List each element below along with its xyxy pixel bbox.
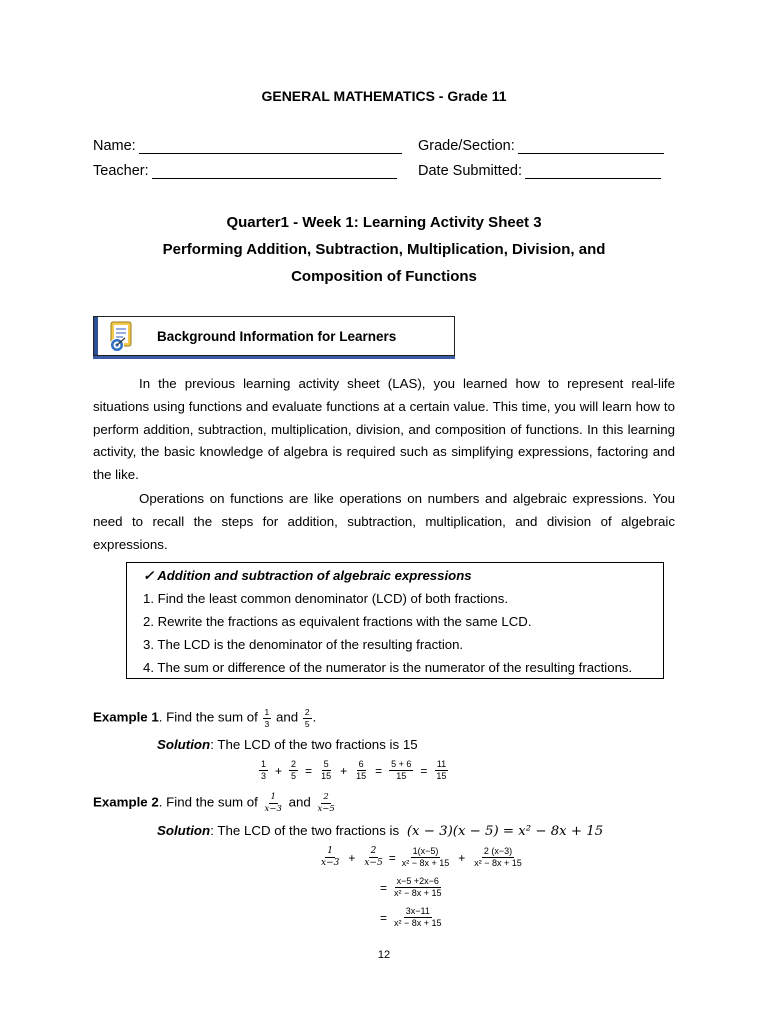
intro-paragraph-text: In the previous learning activity sheet (LAS), you learned how to represent real-life situations using functions and evaluate functions at a certain value. This time, you will learn how to perform addition, subtraction, multiplication, division, and composition of functions. In this learning activity, the basic knowledge of algebra is required such as simplifying expressions, factoring and the like. [93,376,675,483]
background-info-box [93,316,455,356]
denominator: x² − 8x + 15 [401,858,450,868]
numerator: 1 [261,759,267,769]
name-field [93,138,402,154]
example2-text: . Find the sum of [158,794,258,810]
fraction [389,760,413,781]
example1-fraction-a [263,708,272,728]
fraction [434,760,448,781]
name-label: Name: [93,138,136,154]
fraction [319,847,341,868]
name-grade-row [93,138,673,158]
step-item: 2. Rewrite the fractions as equivalent fractions with the same LCD. [143,614,532,629]
numerator: 1 [264,707,270,717]
document-title: GENERAL MATHEMATICS - Grade 11 [261,88,507,104]
step-item: 4. The sum or difference of the numerator is the numerator of the resulting fractions. [143,660,633,675]
example1-and: and [275,709,299,725]
equals-sign: = [375,763,383,778]
plus-sign: + [340,763,348,778]
denominator: x² − 8x + 15 [474,858,522,868]
heading-topic-line1: Performing Addition, Subtraction, Multiplication, Division, and [162,241,606,258]
example2-solution-text: : The LCD of the two fractions is [210,823,400,838]
example2-fraction-b [315,793,336,813]
denominator: x² − 8x + 15 [394,918,442,928]
box-accent-bar [94,317,98,355]
denominator: x−3 [321,858,340,868]
teacher-date-row [93,163,673,183]
heading-topic-line2: Composition of Functions [291,268,477,285]
denominator: 3 [261,771,267,781]
example1-label: Example 1 [93,709,159,725]
denominator: x−5 [317,803,335,814]
numerator: 11 [436,759,447,769]
numerator: x−5 +2x−6 [396,876,439,886]
page-number: 12 [377,949,391,961]
example1-text: . Find the sum of [158,709,258,725]
plus-sign: + [348,850,356,865]
example2-equation-line2 [380,877,445,898]
step-item: 1. Find the least common denominator (LCD) of both fractions. [143,591,509,606]
example1-fraction-b [303,708,312,728]
date-submitted-label: Date Submitted: [418,163,522,179]
intro-paragraph [93,373,675,487]
fraction [400,847,452,868]
plus-sign: + [275,763,283,778]
equals-sign: = [380,880,388,895]
numerator: 5 [323,759,329,769]
denominator: 5 [304,718,310,729]
operations-paragraph-text: Operations on functions are like operations on numbers and algebraic expressions. You need to recall the steps for addition, subtraction, multiplication, and division of algebraic expressions. [93,491,675,552]
name-blank[interactable] [139,139,402,154]
numerator: 2 [291,759,297,769]
example2-solution-label: Solution [157,823,211,838]
fraction [362,847,384,868]
numerator: 1 [327,846,334,856]
equals-sign: = [420,763,428,778]
denominator: 15 [436,771,447,781]
background-info-label: Background Information for Learners [157,329,397,344]
addition-subtraction-steps-box [126,562,664,679]
numerator: 1(x−5) [412,846,439,856]
step-item: 3. The LCD is the denominator of the resulting fraction. [143,637,464,652]
checklist-target-icon [106,320,138,352]
example1-solution-text: : The LCD of the two fractions is 15 [210,737,418,752]
example1-solution [157,737,418,752]
denominator: x−5 [364,858,383,868]
example2-equation-line1 [318,847,525,868]
example2-line [93,793,338,813]
grade-section-blank[interactable] [518,139,664,154]
numerator: 3x−11 [405,906,430,916]
denominator: 15 [396,771,407,781]
equals-sign: = [380,910,388,925]
fraction [319,760,333,781]
teacher-label: Teacher: [93,163,149,179]
example2-fraction-a [263,793,284,813]
heading-quarter-week: Quarter1 - Week 1: Learning Activity Sheet 3 [226,214,542,231]
example1-period: . [312,709,317,725]
numerator: 5 + 6 [391,759,412,769]
denominator: 15 [321,771,332,781]
fraction [392,877,444,898]
fraction [354,760,368,781]
grade-section-field [418,138,664,154]
numerator: 1 [270,792,276,802]
fraction [472,847,524,868]
example2-equation-line3 [380,907,445,928]
example2-and: and [288,794,311,810]
numerator: 2 [304,707,310,717]
numerator: 2 [370,846,377,856]
date-submitted-blank[interactable] [525,164,661,179]
numerator: 2 [323,792,329,802]
example1-line [93,708,316,728]
denominator: x−3 [264,803,282,814]
fraction [289,760,298,781]
numerator: 6 [358,759,364,769]
plus-sign: + [458,850,466,865]
date-submitted-field [418,163,661,179]
denominator: 3 [264,718,270,729]
fraction [392,907,444,928]
example2-lcd-expression: (x − 3)(x − 5) = x² − 8x + 15 [406,824,604,839]
equals-sign: = [305,763,313,778]
teacher-blank[interactable] [152,164,397,179]
example1-solution-label: Solution [157,737,211,752]
grade-section-label: Grade/Section: [418,138,515,154]
steps-title: ✓ Addition and subtraction of algebraic expressions [143,568,472,583]
equals-sign: = [388,850,396,865]
operations-paragraph [93,488,675,556]
example2-label: Example 2 [93,794,159,810]
example1-equation [258,760,449,781]
denominator: x² − 8x + 15 [394,888,442,898]
example2-solution [157,823,603,839]
numerator: 2 (x−3) [483,846,513,856]
denominator: 15 [356,771,367,781]
denominator: 5 [291,771,297,781]
teacher-field [93,163,397,179]
fraction [259,760,268,781]
